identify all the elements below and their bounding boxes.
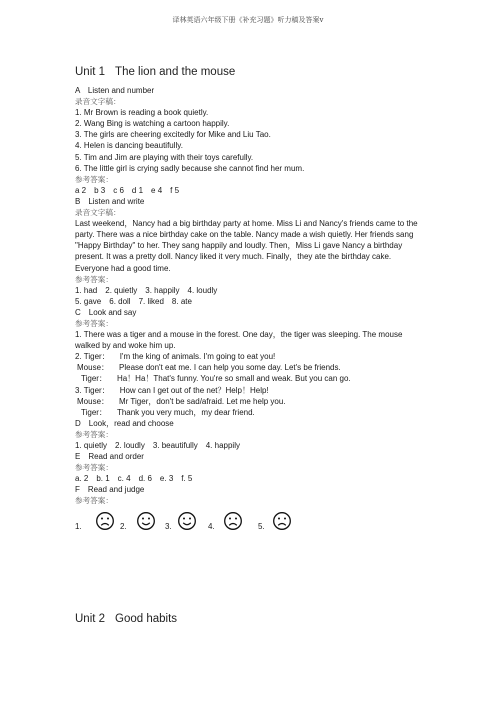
sad-face-icon (272, 511, 292, 531)
speech: Thank you very much，my dear friend. (116, 407, 255, 417)
unit-1-title (75, 66, 235, 78)
speaker: Mouse： (77, 363, 110, 373)
unit-2-title (75, 613, 177, 625)
speaker: 3. Tiger： (75, 385, 110, 395)
speech: Please don't eat me. I can help you some day. Let's be friends. (119, 363, 341, 373)
answer-line: 5. gave 6. doll 7. liked 8. ate (75, 296, 192, 306)
page-header: 译林英语六年级下册《补充习题》听力稿及答案v (172, 16, 324, 24)
speaker: Tiger： (81, 407, 107, 417)
section-a-heading: A Listen and number (75, 86, 155, 95)
script-line: 6. The little girl is crying sadly because she cannot find her mum. (75, 163, 305, 173)
script-line: 1. Mr Brown is reading a book quietly. (75, 108, 209, 118)
script-label: 录音文字稿： (75, 97, 121, 107)
dialogue-line (75, 351, 420, 362)
script-line: 3. The girls are cheering excitedly for Mike and Liu Tao. (75, 130, 271, 140)
unit-number: Unit 2 (75, 613, 106, 625)
script-line: 2. Wang Bing is watching a cartoon happily. (75, 119, 230, 129)
answer-label: 参考答案： (75, 274, 113, 284)
answer-line: 1. quietly 2. loudly 3. beautifully 4. happily (75, 441, 240, 450)
answer-label: 参考答案： (75, 174, 113, 184)
unit-name: Good habits (115, 613, 178, 625)
document-body (75, 85, 420, 535)
answer-line: 1. had 2. quietly 3. happily 4. loudly (75, 285, 218, 295)
face-number: 1. (75, 521, 82, 531)
dialogue-line (75, 373, 420, 384)
answer-label: 参考答案： (75, 318, 113, 328)
speaker: Mouse： (77, 396, 110, 406)
unit-name: The lion and the mouse (115, 66, 236, 78)
section-d-heading: D Look，read and choose (75, 418, 174, 428)
face-answers (75, 509, 420, 535)
speech: Mr Tiger，don't be sad/afraid. Let me help you. (119, 396, 286, 406)
answer-label: 参考答案： (75, 496, 113, 506)
story-text: 1. There was a tiger and a mouse in the forest. One day，the tiger was sleeping. The mouse walked by and woke him up. (75, 330, 403, 351)
face-number: 3. (165, 521, 172, 531)
answer-label: 参考答案： (75, 429, 113, 439)
answer-label: 参考答案： (75, 463, 113, 473)
dialogue-line (75, 396, 420, 407)
script-paragraph: Last weekend，Nancy had a big birthday party at home. Miss Li and Nancy's friends came to the party. There was a nice birthday cake on the table. Nancy made a wish quietly. Her friends sang "Happy Birthday" to her. They sang happily and loudly. Then，Miss Li gave Nancy a birthday present. It was a pretty doll. Nancy liked it very much. Finally，they ate the birthday cake. Everyone had a good time. (75, 219, 418, 273)
happy-face-icon (136, 511, 156, 531)
sad-face-icon (95, 511, 115, 531)
script-line: 5. Tim and Jim are playing with their toys carefully. (75, 152, 254, 162)
section-e-heading: E Read and order (75, 452, 144, 462)
answer-line: a 2 b 3 c 6 d 1 e 4 f 5 (75, 185, 180, 195)
section-c-heading: C Look and say (75, 307, 137, 317)
speech: I'm the king of animals. I'm going to eat you! (119, 352, 276, 362)
script-label: 录音文字稿： (75, 208, 121, 218)
sad-face-icon (223, 511, 243, 531)
happy-face-icon (177, 511, 197, 531)
script-line: 4. Helen is dancing beautifully. (75, 141, 183, 151)
speech: Ha！Ha！That's funny. You're so small and weak. But you can go. (116, 374, 351, 384)
speech: How can I get out of the net？Help！Help! (119, 385, 269, 395)
section-f-heading: F Read and judge (75, 485, 145, 495)
answer-line: a. 2 b. 1 c. 4 d. 6 e. 3 f. 5 (75, 474, 193, 484)
speaker: 2. Tiger： (75, 352, 110, 362)
face-number: 4. (208, 521, 215, 531)
face-number: 2. (120, 521, 127, 531)
dialogue-line (75, 407, 420, 418)
unit-number: Unit 1 (75, 66, 106, 78)
face-number: 5. (258, 521, 265, 531)
section-b-heading: B Listen and write (75, 196, 145, 206)
dialogue-line (75, 385, 420, 396)
speaker: Tiger： (81, 374, 107, 384)
dialogue-line (75, 362, 420, 373)
